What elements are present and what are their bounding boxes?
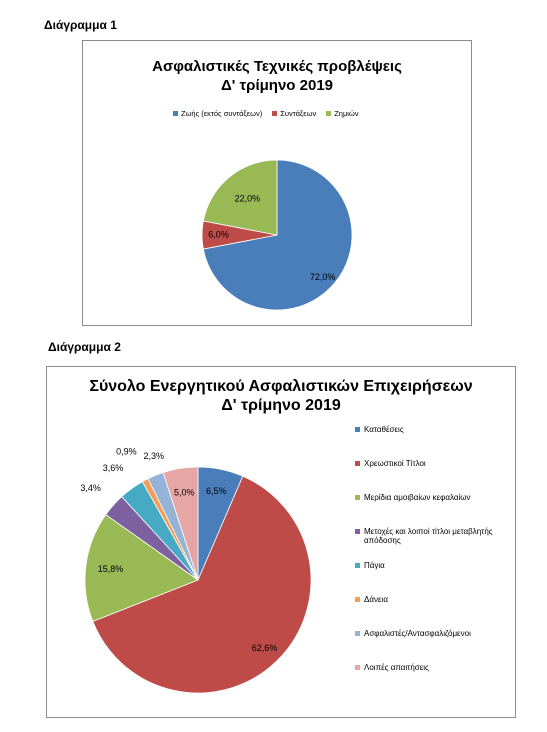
data-label: 5,0% xyxy=(173,487,195,498)
data-label: 6,0% xyxy=(208,229,229,240)
data-label: 72,0% xyxy=(309,271,336,282)
chart-1 xyxy=(82,40,472,326)
legend-swatch xyxy=(355,427,360,432)
legend-label: Ζημιών xyxy=(334,109,359,118)
chart-1-title-line2: Δ' τρίμηνο 2019 xyxy=(220,77,334,94)
legend-swatch xyxy=(355,631,360,636)
legend-item-mutual-funds xyxy=(355,493,525,502)
legend-swatch xyxy=(355,529,360,534)
chart-2 xyxy=(46,366,516,718)
data-label: 3,6% xyxy=(102,462,124,473)
chart-1-pie xyxy=(83,41,471,325)
legend-label: Χρεωστικοί Τίτλοι xyxy=(364,459,426,468)
legend-swatch xyxy=(355,461,360,466)
legend-label: Ζωής (εκτός συντάξεων) xyxy=(181,109,263,118)
legend-swatch xyxy=(355,665,360,670)
data-label: 0,9% xyxy=(116,446,137,457)
data-label: 62,6% xyxy=(251,642,278,653)
legend-item-insurers xyxy=(355,629,525,638)
legend-item-equities xyxy=(355,527,513,545)
legend-item-debt-securities xyxy=(355,459,525,468)
legend-label: Συντάξεων xyxy=(280,109,317,118)
legend-swatch xyxy=(355,495,360,500)
data-label: 2,3% xyxy=(143,450,165,461)
chart-2-pie xyxy=(47,367,347,717)
data-label: 15,8% xyxy=(97,563,124,574)
legend-label: Πάγια xyxy=(364,561,385,570)
legend-swatch xyxy=(355,563,360,568)
legend-label: Δάνεια xyxy=(364,595,388,604)
data-label: 22,0% xyxy=(234,193,261,204)
legend-item-other-receivables xyxy=(355,663,525,672)
chart-1-title-line1: Ασφαλιστικές Τεχνικές προβλέψεις xyxy=(152,58,402,75)
chart-2-title-line1: Σύνολο Ενεργητικού Ασφαλιστικών Επιχειρήσεων xyxy=(89,378,473,395)
legend-label: Μετοχές και λοιποί τίτλοι μεταβλητής απόδοσης xyxy=(364,527,493,545)
legend-item-fixed-assets xyxy=(355,561,525,570)
chart-2-title-line2: Δ' τρίμηνο 2019 xyxy=(221,397,341,414)
legend-item-loans xyxy=(355,595,525,604)
legend-label: Ασφαλιστές/Αντασφαλιζόμενοι xyxy=(364,629,471,638)
data-label: 6,5% xyxy=(206,485,227,496)
legend-label: Καταθέσεις xyxy=(364,425,404,434)
figure-caption-1: Διάγραμμα 1 xyxy=(44,18,117,32)
figure-caption-2: Διάγραμμα 2 xyxy=(48,340,121,354)
legend-label: Μερίδια αμοιβαίων κεφαλαίων xyxy=(364,493,471,502)
legend-item-deposits xyxy=(355,425,525,434)
legend-label: Λοιπές απαιτήσεις xyxy=(364,663,429,672)
legend-swatch xyxy=(355,597,360,602)
chart-2-legend xyxy=(355,367,513,717)
data-label: 3,4% xyxy=(80,483,101,494)
